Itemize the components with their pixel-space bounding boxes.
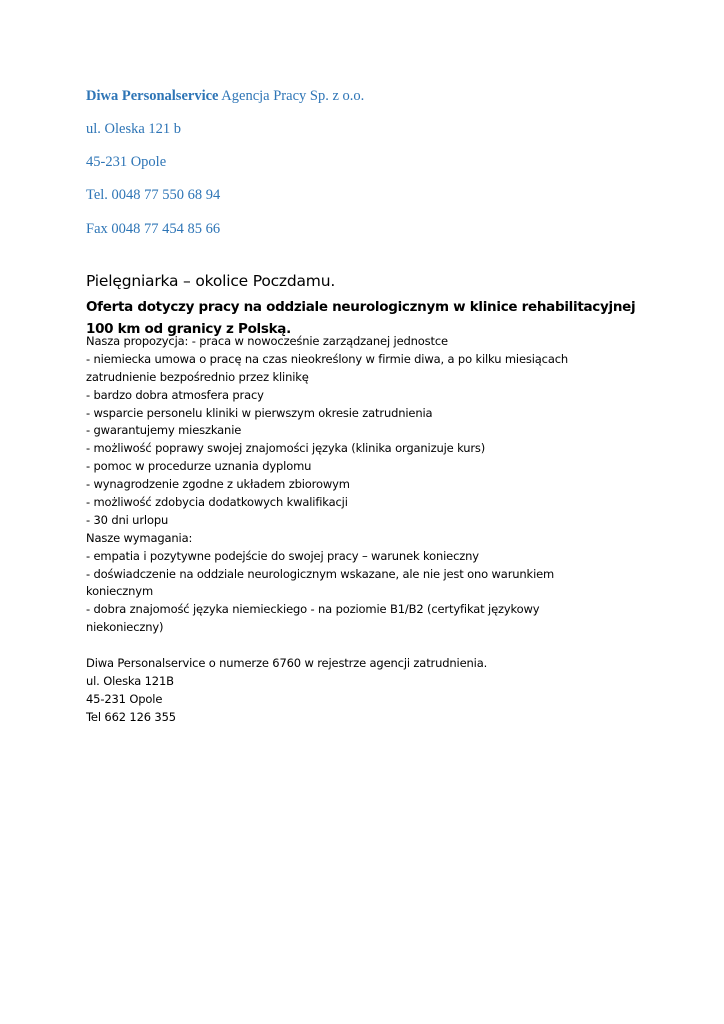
company-name-bold: Diwa Personalservice bbox=[86, 88, 219, 104]
offer-subtitle: Oferta dotyczy pracy na oddziale neurologicznym w klinice rehabilitacyjnej 100 km od granicy z Polską. bbox=[86, 299, 636, 337]
body-line: - możliwość zdobycia dodatkowych kwalifikacji bbox=[86, 495, 348, 510]
body-line: - wynagrodzenie zgodne z układem zbiorowym bbox=[86, 477, 350, 492]
body-line: - dobra znajomość języka niemieckiego - na poziomie B1/B2 (certyfikat językowy bbox=[86, 602, 540, 617]
body-line: Nasze wymagania: bbox=[86, 530, 193, 545]
body-line: Nasza propozycja: - praca w nowocześnie zarządzanej jednostce bbox=[86, 334, 448, 348]
company-name-line bbox=[86, 88, 364, 105]
body-line: - 30 dni urlopu bbox=[86, 512, 169, 527]
body-line: koniecznym bbox=[86, 584, 154, 599]
body-line: niekonieczny) bbox=[86, 620, 164, 635]
company-postcode-city: 45-231 Opole bbox=[86, 154, 167, 170]
offer-title: Pielęgniarka – okolice Poczdamu. bbox=[86, 272, 336, 290]
company-fax: Fax 0048 77 454 85 66 bbox=[86, 221, 221, 237]
body-line: - gwarantujemy mieszkanie bbox=[86, 423, 242, 438]
body-line: - pomoc w procedurze uznania dyplomu bbox=[86, 459, 312, 474]
body-line: - niemiecka umowa o pracę na czas nieokreślony w firmie diwa, a po kilku miesiącach bbox=[86, 351, 569, 366]
body-line: Tel 662 126 355 bbox=[86, 709, 176, 724]
body-line: 45-231 Opole bbox=[86, 691, 163, 706]
company-name-rest: Agencja Pracy Sp. z o.o. bbox=[218, 88, 365, 104]
body-line: - możliwość poprawy swojej znajomości języka (klinika organizuje kurs) bbox=[86, 441, 486, 456]
body-line: Diwa Personalservice o numerze 6760 w rejestrze agencji zatrudnienia. bbox=[86, 656, 488, 671]
offer-body bbox=[86, 333, 646, 727]
company-street: ul. Oleska 121 b bbox=[86, 121, 182, 137]
body-line: - bardzo dobra atmosfera pracy bbox=[86, 387, 264, 402]
body-line: - empatia i pozytywne podejście do swojej pracy – warunek konieczny bbox=[86, 548, 479, 563]
body-line: - doświadczenie na oddziale neurologicznym wskazane, ale nie jest ono warunkiem bbox=[86, 566, 555, 581]
company-phone: Tel. 0048 77 550 68 94 bbox=[86, 187, 221, 203]
body-line: ul. Oleska 121B bbox=[86, 673, 174, 688]
body-line: - wsparcie personelu kliniki w pierwszym okresie zatrudnienia bbox=[86, 405, 433, 420]
body-line: zatrudnienie bezpośrednio przez klinikę bbox=[86, 369, 309, 384]
blank-line bbox=[86, 637, 646, 655]
